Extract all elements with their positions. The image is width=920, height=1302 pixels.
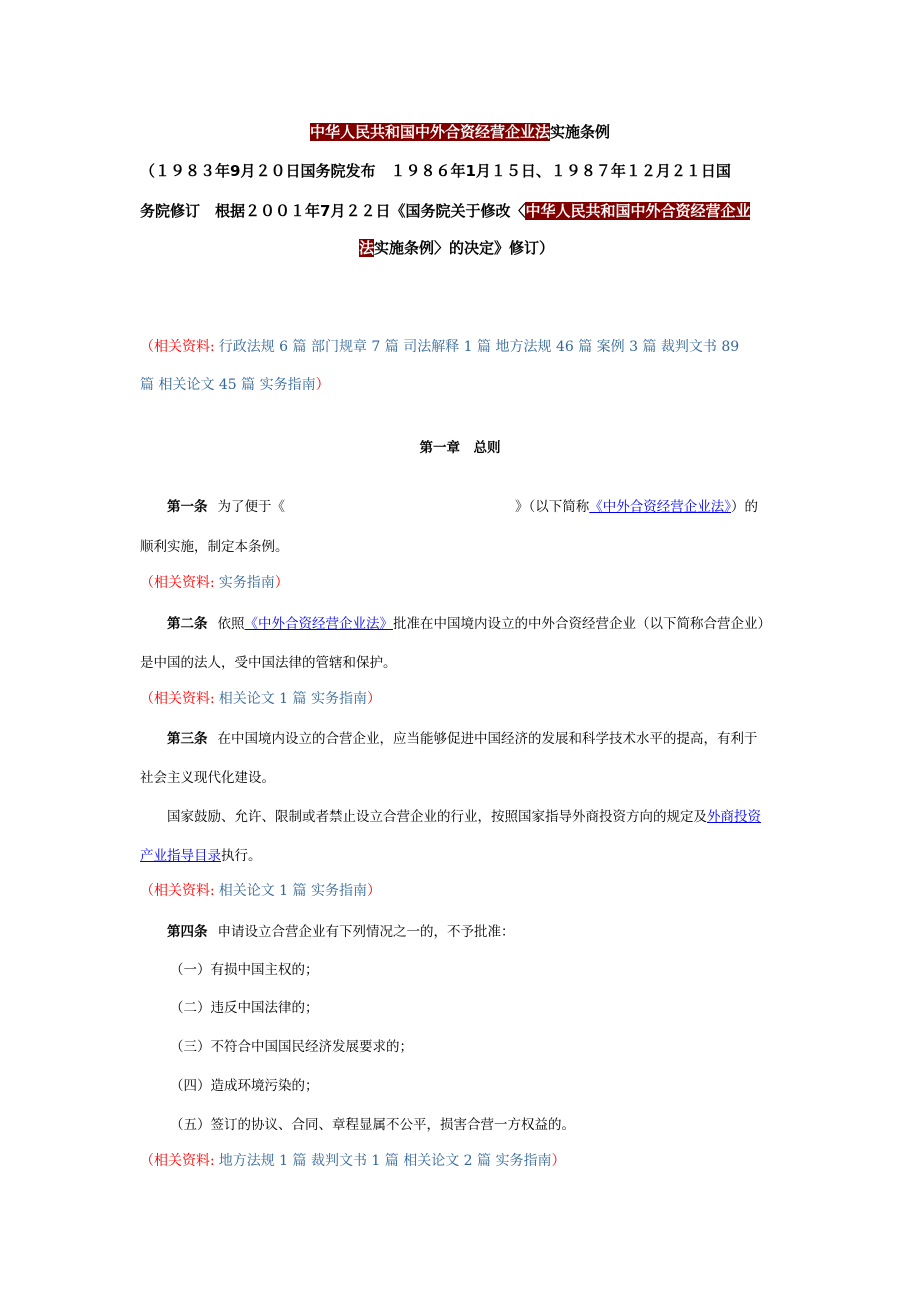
related-label: （相关资料: (140, 1153, 215, 1169)
article-3-para-2-end: 执行。 (221, 848, 262, 864)
article-3-label: 第三条 (167, 731, 208, 747)
subtitle-highlight-link-cont[interactable]: 法 (359, 239, 375, 257)
subtitle-line-3-text: 实施条例〉的决定》修订） (374, 239, 555, 257)
article-3-para-2-text: 国家鼓励、允许、限制或者禁止设立合营企业的行业，按照国家指导外商投资方向的规定及 (167, 809, 707, 825)
title-rest: 实施条例 (550, 123, 611, 141)
related-label: （相关资料: (140, 691, 215, 707)
article-2-line-2: 是中国的法人，受中国法律的管辖和保护。 (140, 655, 397, 671)
chapter-heading: 第一章 总则 (419, 440, 501, 456)
related-links[interactable]: 实务指南 (218, 575, 275, 591)
article-3-line-2: 社会主义现代化建设。 (140, 770, 275, 786)
subtitle-line-1: （１９８３年9月２０日国务院发布 １９８６年1月１５日、１９８７年１２月２１日国 (140, 162, 731, 180)
article-4-line-1 (167, 920, 515, 940)
subtitle-line-2-text: 务院修订 根据２００１年7月２２日《国务院关于修改〈 (140, 202, 526, 220)
subtitle-line-2 (140, 200, 750, 221)
article-2-line-1 (167, 612, 771, 632)
related-close: ） (551, 1153, 566, 1169)
investment-catalogue-link-cont[interactable]: 产业指导目录 (140, 848, 221, 864)
related-links[interactable]: 相关论文 1 篇 实务指南 (218, 691, 367, 707)
article-1-label: 第一条 (167, 499, 208, 515)
subtitle-line-3 (359, 237, 554, 258)
article-4-label: 第四条 (167, 924, 208, 940)
article-4-item: （五）签订的协议、合同、章程显属不公平，损害合营一方权益的。 (170, 1117, 575, 1133)
article-4-item: （一）有损中国主权的； (170, 962, 319, 978)
related-label: （相关资料: (140, 883, 215, 899)
related-links[interactable]: 相关论文 1 篇 实务指南 (218, 883, 367, 899)
article-2-label: 第二条 (167, 616, 208, 632)
related-resources-top-cont (140, 374, 330, 394)
related-links-line-2[interactable]: 篇 相关论文 45 篇 实务指南 (140, 377, 316, 393)
article-2-law-link[interactable]: 《中外合资经营企业法》 (244, 616, 393, 632)
title-highlight-link[interactable]: 中华人民共和国中外合资经营企业法 (309, 123, 550, 141)
article-1-pre: 为了便于《 (217, 499, 285, 515)
related-resources-2 (140, 688, 381, 708)
related-resources-1 (140, 572, 289, 592)
article-3-line-1 (167, 727, 758, 747)
investment-catalogue-link[interactable]: 外商投资 (707, 809, 761, 825)
article-1-line-1 (167, 495, 285, 515)
related-resources-4 (140, 1150, 566, 1170)
article-1-line-2: 顺利实施，制定本条例。 (140, 539, 289, 555)
article-1-law-link[interactable]: 《中外合资经营企业法》 (589, 499, 731, 515)
article-3-para-2-line-1 (167, 805, 761, 825)
related-resources-top (140, 336, 739, 356)
document-title (0, 121, 920, 142)
related-links[interactable]: 地方法规 1 篇 裁判文书 1 篇 相关论文 2 篇 实务指南 (218, 1153, 552, 1169)
article-2-pre: 依照 (217, 616, 245, 632)
related-close: ） (366, 883, 381, 899)
related-close: ） (274, 575, 289, 591)
article-4-item: （三）不符合中国国民经济发展要求的； (170, 1039, 413, 1055)
article-3-para-2-line-2 (140, 844, 262, 864)
related-label: （相关资料: (140, 339, 215, 355)
subtitle-highlight-link[interactable]: 中华人民共和国中外合资经营企业 (525, 202, 751, 220)
article-4-item: （二）违反中国法律的； (170, 1000, 319, 1016)
related-resources-3 (140, 880, 381, 900)
article-1-end: ）的 (731, 499, 758, 515)
article-4-item: （四）造成环境污染的； (170, 1078, 319, 1094)
related-label: （相关资料: (140, 575, 215, 591)
article-2-post: 批准在中国境内设立的中外合资经营企业（以下简称合营企业） (393, 616, 771, 632)
article-1-post: 》（以下简称 (515, 499, 590, 515)
article-4-intro: 申请设立合营企业有下列情况之一的，不予批准： (217, 924, 515, 940)
related-close: ） (366, 691, 381, 707)
related-close: ） (315, 377, 330, 393)
article-3-text: 在中国境内设立的合营企业，应当能够促进中国经济的发展和科学技术水平的提高，有利于 (217, 731, 758, 747)
article-1-line-1-right (515, 495, 758, 515)
related-links-line-1[interactable]: 行政法规 6 篇 部门规章 7 篇 司法解释 1 篇 地方法规 46 篇 案例 3 篇 裁判文书 89 (218, 339, 740, 355)
